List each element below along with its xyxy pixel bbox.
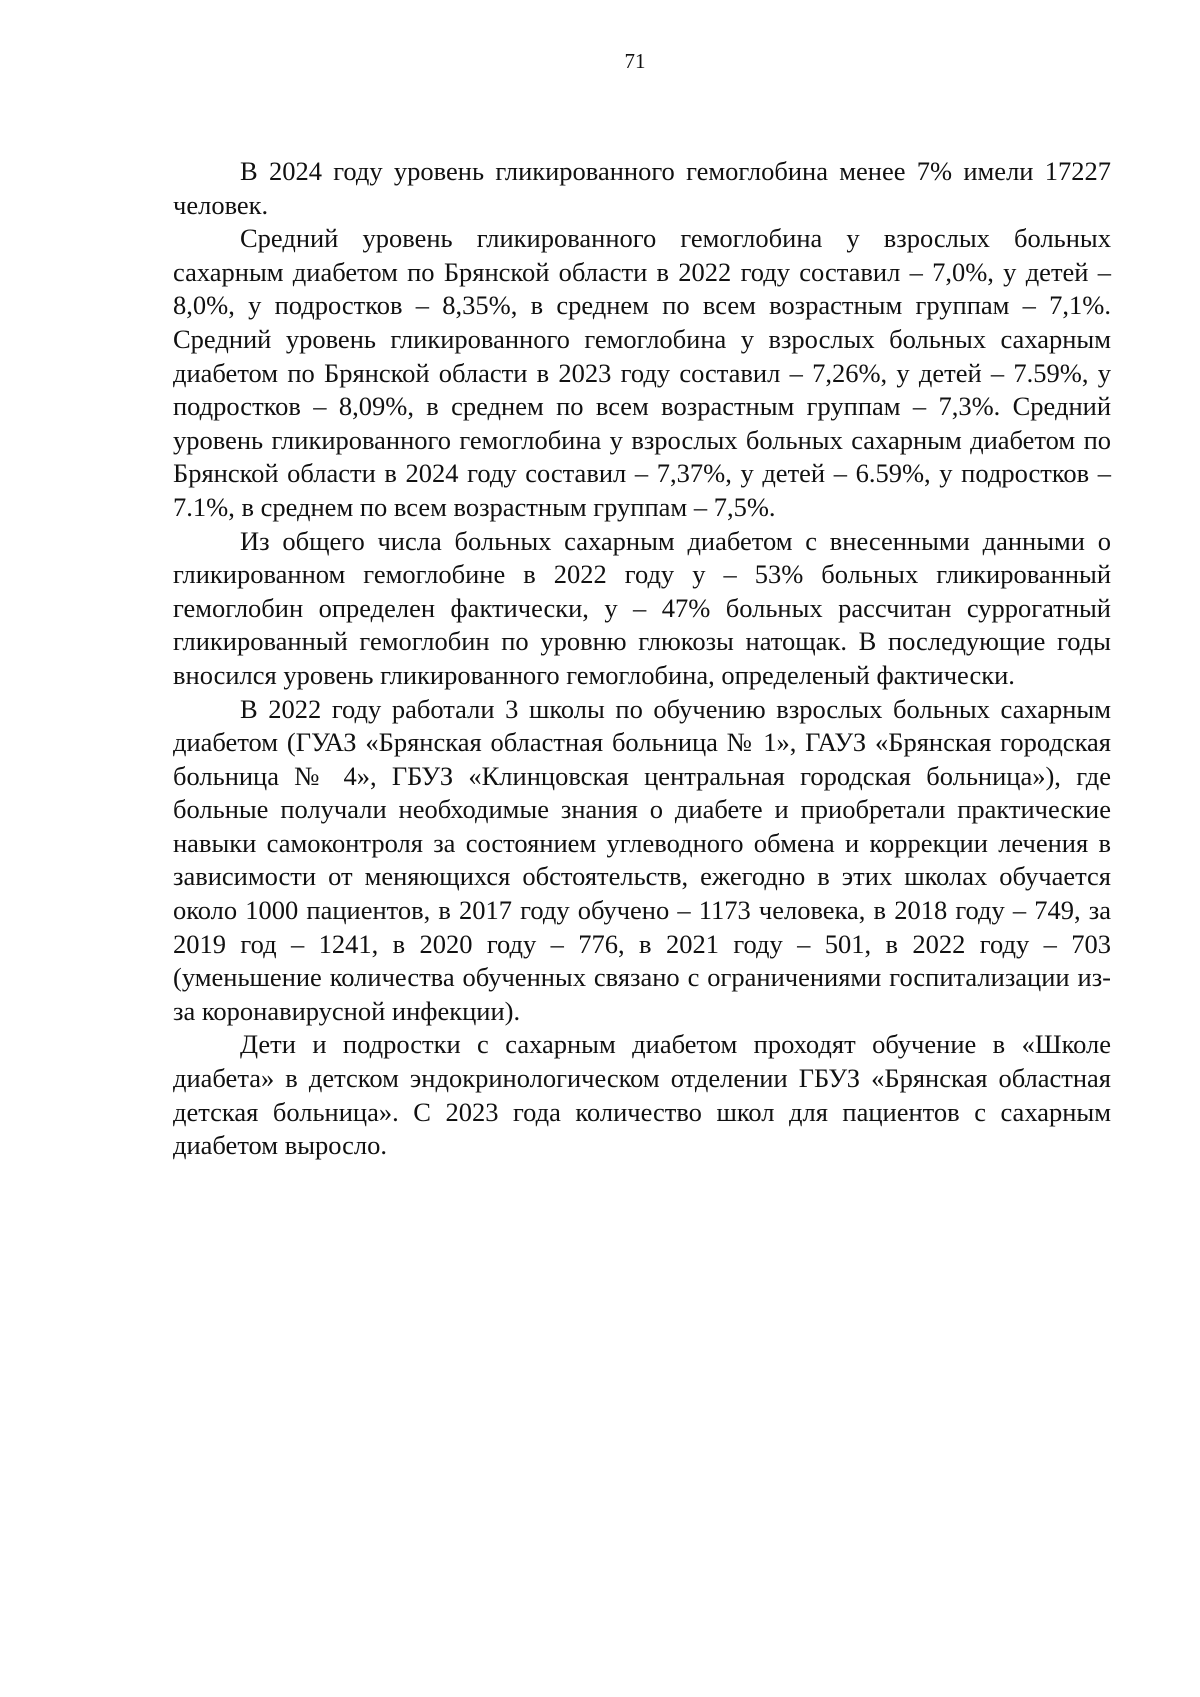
page-number: 71 (624, 49, 646, 73)
paragraph-children-diabetes-school: Дети и подростки с сахарным диабетом проходят обучение в «Школе диабета» в детском эндокринологическом отделении ГБУЗ «Брянская областная детская больница». С 2023 года количество школ для пациентов с сахарным диабетом выросло. (173, 1029, 1111, 1161)
paragraph-hba1c-2024-count: В 2024 году уровень гликированного гемоглобина менее 7% имели 17227 человек. (173, 156, 1111, 220)
paragraph-diabetes-schools: В 2022 году работали 3 школы по обучению взрослых больных сахарным диабетом (ГУАЗ «Брянская областная больница № 1», ГАУЗ «Брянская городская больница № 4», ГБУЗ «Клинцовская центральная городская больница»), где больные получали необходимые знания о диабете и приобретали практические навыки самоконтроля за состоянием углеводного обмена и коррекции лечения в зависимости от меняющихся обстоятельств, ежегодно в этих школах обучается около 1000 пациентов, в 2017 году обучено – 1173 человека, в 2018 году – 749, за 2019 год – 1241, в 2020 году – 776, в 2021 году – 501, в 2022 году – 703 (уменьшение количества обученных связано с ограничениями госпитализации из-за коронавирусной инфекции). (173, 693, 1111, 1026)
body-text (173, 155, 1111, 1163)
paragraph-hba1c-measurement: Из общего числа больных сахарным диабетом с внесенными данными о гликированном гемоглобине в 2022 году у – 53% больных гликированный гемоглобин определен фактически, у – 47% больных рассчитан суррогатный гликированный гемоглобин по уровню глюкозы натощак. В последующие годы вносился уровень гликированного гемоглобина, определеный фактически. (173, 525, 1111, 690)
paragraph-average-hba1c: Средний уровень гликированного гемоглобина у взрослых больных сахарным диабетом по Брянской области в 2022 году составил – 7,0%, у детей – 8,0%, у подростков – 8,35%, в среднем по всем возрастным группам – 7,1%. Средний уровень гликированного гемоглобина у взрослых больных сахарным диабетом по Брянской области в 2023 году составил – 7,26%, у детей – 7.59%, у подростков – 8,09%, в среднем по всем возрастным группам – 7,3%. Средний уровень гликированного гемоглобина у взрослых больных сахарным диабетом по Брянской области в 2024 году составил – 7,37%, у детей – 6.59%, у подростков – 7.1%, в среднем по всем возрастным группам – 7,5%. (173, 223, 1111, 522)
